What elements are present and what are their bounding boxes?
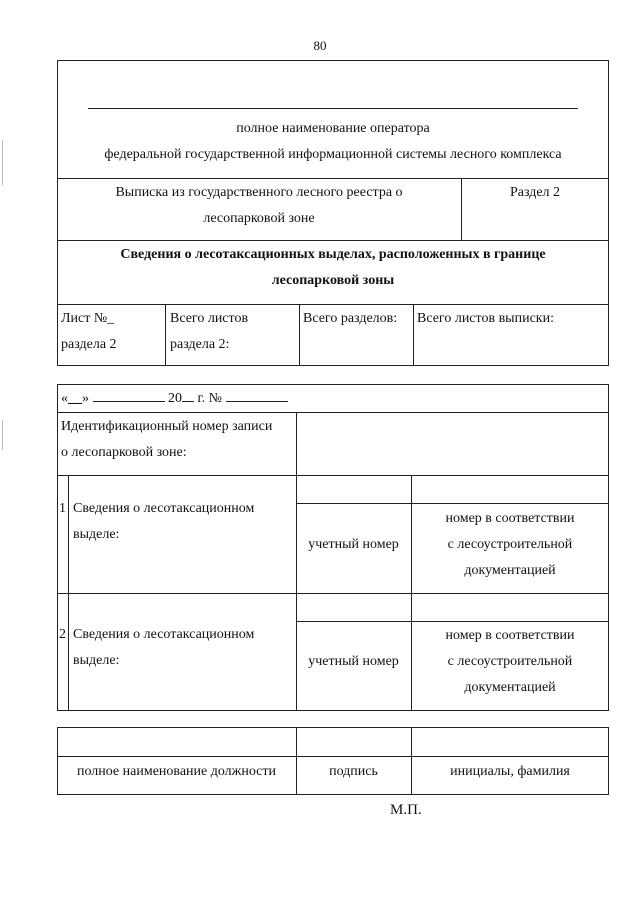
- divider: [57, 475, 609, 476]
- forest-unit-label-line2: выделе:: [73, 527, 120, 542]
- operator-name-underline: [88, 108, 578, 109]
- year-blank: [182, 389, 194, 402]
- divider: [57, 178, 609, 179]
- record-number-blank: [226, 389, 288, 402]
- row-number: 1: [59, 501, 66, 516]
- divider: [57, 412, 609, 413]
- divider: [68, 475, 69, 593]
- extract-title-line1: Выписка из государственного лесного реестра о: [115, 185, 403, 200]
- id-label-line2: о лесопарковой зоне:: [61, 445, 187, 460]
- date-quote-open: «: [61, 391, 68, 406]
- divider: [57, 593, 609, 594]
- divider: [57, 756, 609, 757]
- divider: [296, 621, 609, 622]
- initials-label: инициалы, фамилия: [450, 764, 570, 779]
- total-extract-sheets-label: Всего листов выписки:: [417, 311, 554, 326]
- operator-caption: полное наименование оператора: [236, 121, 430, 136]
- row-number: 2: [59, 627, 66, 642]
- operator-caption-line2: федеральной государственной информационной системы лесного комплекса: [104, 147, 562, 162]
- divider: [296, 503, 609, 504]
- account-number-label: учетный номер: [308, 537, 399, 552]
- extract-title-line2: лесопарковой зоне: [203, 211, 315, 226]
- divider: [68, 593, 69, 711]
- date-quote-close: »: [82, 391, 89, 406]
- total-sheets-label: Всего листов: [170, 311, 249, 326]
- doc-number-label-line3: документацией: [464, 680, 556, 695]
- position-label: полное наименование должности: [76, 764, 277, 779]
- divider: [299, 304, 300, 366]
- year-prefix: 20: [168, 391, 182, 406]
- forest-unit-label-line2: выделе:: [73, 653, 120, 668]
- stamp-placeholder: М.П.: [390, 802, 422, 818]
- number-label: г. №: [197, 391, 223, 406]
- doc-number-label-line2: с лесоустроительной: [447, 537, 573, 552]
- doc-number-label-line3: документацией: [464, 563, 556, 578]
- divider: [57, 240, 609, 241]
- info-title-line2: лесопарковой зоны: [271, 273, 395, 288]
- scan-edge-mark: [2, 420, 3, 450]
- account-number-label: учетный номер: [308, 654, 399, 669]
- forest-unit-label: Сведения о лесотаксационном: [73, 501, 255, 516]
- info-title-line1: Сведения о лесотаксационных выделах, расположенных в границе: [120, 247, 546, 262]
- total-sheets-label-line2: раздела 2:: [170, 337, 230, 352]
- sheet-no-label: Лист №_: [61, 311, 115, 326]
- doc-number-label: номер в соответствии: [445, 511, 575, 526]
- doc-number-label: номер в соответствии: [445, 628, 575, 643]
- month-blank: [93, 389, 165, 402]
- record-date-line: [61, 386, 288, 412]
- divider: [165, 304, 166, 366]
- divider: [57, 304, 609, 305]
- forest-unit-label: Сведения о лесотаксационном: [73, 627, 255, 642]
- signature-label: подпись: [329, 764, 378, 779]
- doc-number-label-line2: с лесоустроительной: [447, 654, 573, 669]
- page-number: 80: [313, 38, 327, 53]
- total-sections-label: Всего разделов:: [303, 311, 398, 326]
- section-label: Раздел 2: [509, 185, 561, 200]
- id-label: Идентификационный номер записи: [61, 419, 273, 434]
- scan-edge-mark: [2, 140, 3, 185]
- day-blank: __: [68, 391, 82, 406]
- divider: [413, 304, 414, 366]
- sheet-no-label-line2: раздела 2: [61, 337, 117, 352]
